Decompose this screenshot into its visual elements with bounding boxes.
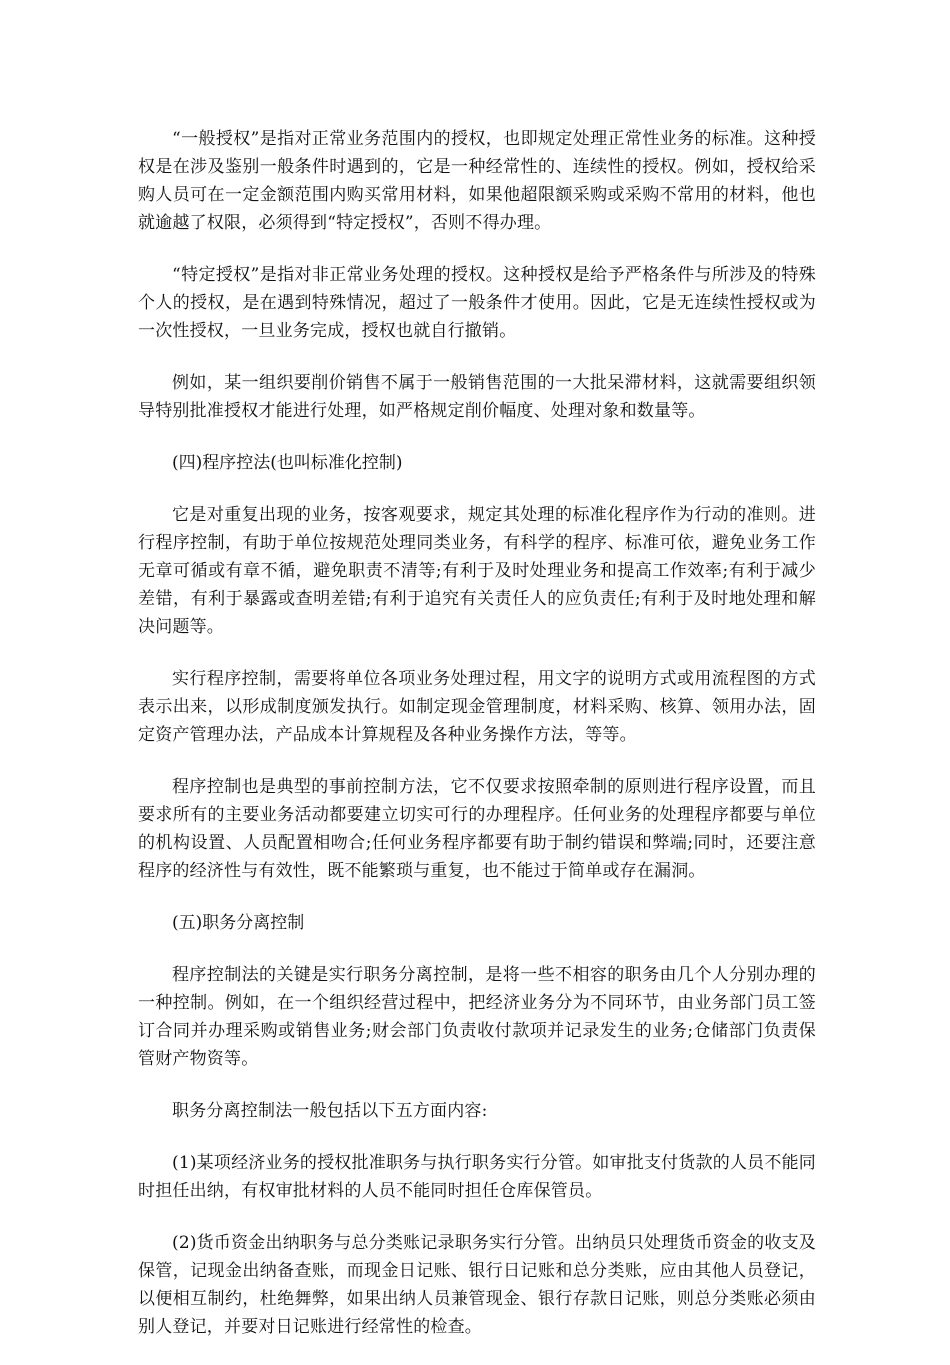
section-heading-procedure-control: (四)程序控法(也叫标准化控制): [172, 453, 403, 473]
paragraph-procedure-control-prevention: 程序控制也是典型的事前控制方法，它不仅要求按照牵制的原则进行程序设置，而且要求所有的主要业务活动都要建立切实可行的办理程序。任何业务的处理程序都要与单位的机构设置、人员配置相吻合;任何业务程序都要有助于制约错误和弊端;同时，还要注意程序的经济性与有效性，既不能繁琐与重复，也不能过于简单或存在漏洞。: [138, 777, 816, 881]
paragraph-item-2: (2)货币资金出纳职务与总分类账记录职务实行分管。出纳员只处理货币资金的收支及保管，记现金出纳备查账，而现金日记账、银行日记账和总分类账，应由其他人员登记，以便相互制约，杜绝舞弊，如果出纳人员兼管现金、银行存款日记账，则总分类账必须由别人登记，并要对日记账进行经常性的检查。: [138, 1233, 816, 1337]
paragraph-item-1: (1)某项经济业务的授权批准职务与执行职务实行分管。如审批支付货款的人员不能同时担任出纳，有权审批材料的人员不能同时担任仓库保管员。: [138, 1153, 816, 1201]
document-body: [138, 125, 816, 1365]
paragraph-special-authorization: “特定授权”是指对非正常业务处理的授权。这种授权是给予严格条件与所涉及的特殊个人的授权，是在遇到特殊情况，超过了一般条件才使用。因此，它是无连续性授权或为一次性授权，一旦业务完成，授权也就自行撤销。: [138, 265, 816, 341]
paragraph-general-authorization: “一般授权”是指对正常业务范围内的授权，也即规定处理正常性业务的标准。这种授权是在涉及鉴别一般条件时遇到的，它是一种经常性的、连续性的授权。例如，授权给采购人员可在一定金额范围内购买常用材料，如果他超限额采购或采购不常用的材料，他也就逾越了权限，必须得到“特定授权”，否则不得办理。: [138, 129, 816, 233]
paragraph-procedure-control-implementation: 实行程序控制，需要将单位各项业务处理过程，用文字的说明方式或用流程图的方式表示出来，以形成制度颁发执行。如制定现金管理制度，材料采购、核算、领用办法，固定资产管理办法，产品成本计算规程及各种业务操作方法，等等。: [138, 669, 816, 745]
paragraph-duty-separation-key: 程序控制法的关键是实行职务分离控制，是将一些不相容的职务由几个人分别办理的一种控制。例如，在一个组织经营过程中，把经济业务分为不同环节，由业务部门员工签订合同并办理采购或销售业务;财会部门负责收付款项并记录发生的业务;仓储部门负责保管财产物资等。: [138, 965, 816, 1069]
paragraph-duty-separation-contents: 职务分离控制法一般包括以下五方面内容:: [172, 1101, 488, 1121]
section-heading-duty-separation: (五)职务分离控制: [172, 913, 305, 933]
paragraph-example: 例如，某一组织要削价销售不属于一般销售范围的一大批呆滞材料，这就需要组织领导特别批准授权才能进行处理，如严格规定削价幅度、处理对象和数量等。: [138, 373, 816, 421]
paragraph-procedure-control-definition: 它是对重复出现的业务，按客观要求，规定其处理的标准化程序作为行动的准则。进行程序控制，有助于单位按规范处理同类业务，有科学的程序、标准可依，避免业务工作无章可循或有章不循，避免职责不清等;有利于及时处理业务和提高工作效率;有利于减少差错，有利于暴露或查明差错;有利于追究有关责任人的应负责任;有利于及时地处理和解决问题等。: [138, 505, 816, 637]
